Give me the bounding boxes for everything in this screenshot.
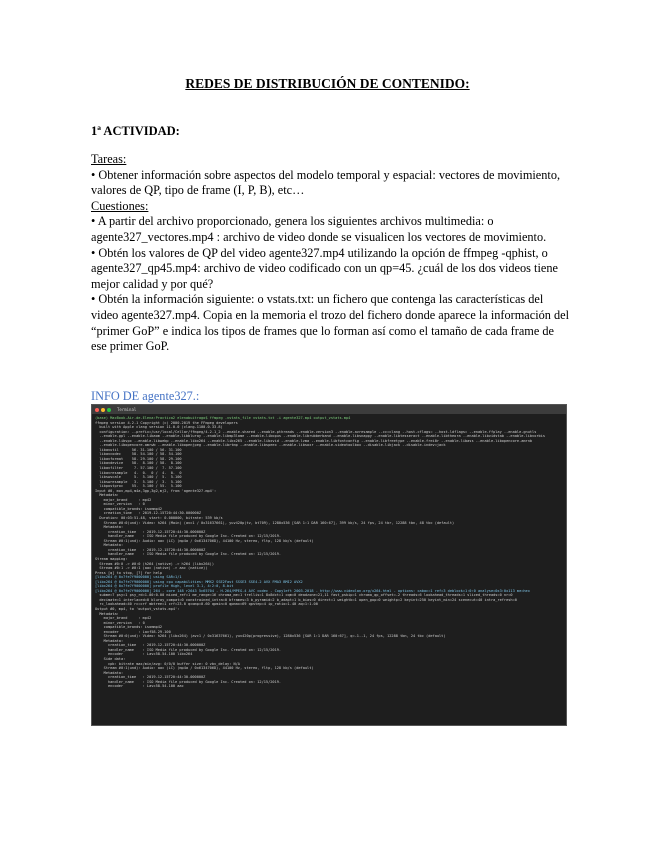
activity-heading: 1ª ACTIVIDAD:	[91, 124, 180, 138]
terminal-line: creation_time : 2019-12-15T20:44:30.000000Z	[95, 547, 206, 552]
terminal-line: [libx264 @ 0x7fe7f9000000] 264 - core 148 r2643 5c65704 - H.264/MPEG-4 AVC codec - Copyleft 2003-2018 - http://www.videolan.org/x264.html - options: cabac=1 ref=3 deblock=1:0:0 analyse=0x3:0x113 me=hex	[95, 588, 530, 593]
terminal-line: major_brand : mp42	[95, 616, 152, 621]
terminal-line: libavresample 4. 0. 0 / 4. 0. 0	[95, 470, 182, 475]
terminal-line: Stream #0:1(und): Audio: aac (LC) (mp4a / 0x6134706D), 44100 Hz, stereo, fltp, 128 kb/s (default)	[95, 666, 314, 671]
terminal-line: Input #0, mov,mp4,m4a,3gp,3g2,mj2, from 'agente327.mp4':	[95, 488, 217, 493]
terminal-line: handler_name : ISO Media file produced by Google Inc. Created on: 12/15/2019.	[95, 534, 282, 539]
terminal-line: libavformat 58. 29.100 / 58. 29.100	[95, 456, 182, 461]
terminal-line: rc_lookahead=40 rc=crf mbtree=1 crf=23.0 qcomp=0.60 qpmin=0 qpmax=69 qpstep=4 ip_ratio=1.40 aq=1:1.00	[95, 602, 318, 607]
terminal-line: Metadata:	[95, 638, 124, 643]
terminal-line: Metadata:	[95, 543, 124, 548]
terminal-line: libswresample 3. 5.100 / 3. 5.100	[95, 479, 182, 484]
maximize-icon	[107, 408, 111, 412]
terminal-line: Side data:	[95, 656, 126, 661]
terminal-line: Metadata:	[95, 611, 119, 616]
cuestion-item-1: • A partir del archivo proporcionado, genera los siguientes archivos multimedia: o agente327_vectores.mp4 : archivo de video donde se visualicen los vectores de movimiento.	[91, 214, 547, 244]
terminal-line: creation_time : 2019-12-15T20:44:30.000000Z	[95, 675, 206, 680]
terminal-line: [libx264 @ 0x7fe7f9000000] using cpu capabilities: MMX2 SSE2Fast SSSE3 SSE4.2 AVX FMA3 BMI2 AVX2	[95, 579, 303, 584]
terminal-line: handler_name : ISO Media file produced by Google Inc. Created on: 12/15/2019.	[95, 647, 282, 652]
terminal-line: libavdevice 58. 8.100 / 58. 8.100	[95, 461, 182, 466]
terminal-line: --enable-gpl --enable-libaom --enable-libbluray --enable-libmp3lame --enable-libopus --enable-librubberband --enable-libsnappy --enable-libtesseract --enable-libtheora --enable-libvidstab --enable-libvorbis	[95, 434, 546, 439]
terminal-line: --enable-libopencore-amrwb --enable-libopenjpeg --enable-librtmp --enable-libspeex --enable-libsoxr --enable-videotoolbox --disable-libjack --disable-indev=jack	[95, 443, 446, 448]
terminal-output	[92, 414, 566, 691]
terminal-line: libavutil 56. 31.100 / 56. 31.100	[95, 447, 182, 452]
terminal-line: major_brand : mp42	[95, 497, 152, 502]
cuestion-item-2: • Obtén los valores de QP del video agente327.mp4 utilizando la opción de ffmpeg -qphist, o agente327_qp45.mp4: archivo de video codificado con un qp=45. ¿cuál de los dos videos tiene mejor calidad y por qué?	[91, 245, 558, 291]
terminal-line: minor_version : 0	[95, 620, 145, 625]
terminal-line: Metadata:	[95, 493, 119, 498]
terminal-line: minor_version : 0	[95, 502, 145, 507]
terminal-line: --enable-libvpx --enable-libwebp --enable-libx264 --enable-libx265 --enable-libxvid --enable-lzma --enable-libfontconfig --enable-libfreetype --enable-frei0r --enable-libass --enable-libopencore-amrnb	[95, 438, 533, 443]
terminal-line: [libx264 @ 0x7fe7f9000000] profile High, level 3.1, 4:2:0, 8-bit	[95, 584, 234, 589]
terminal-line: Duration: 00:03:51.48, start: 0.000000, bitrate: 539 kb/s	[95, 516, 223, 521]
terminal-line: Metadata:	[95, 525, 124, 530]
terminal-line: decimate=1 interlaced=0 bluray_compat=0 constrained_intra=0 bframes=3 b_pyramid=2 b_adapt=1 b_bias=0 direct=1 weightb=1 open_gop=0 weightp=2 keyint=250 keyint_min=24 scenecut=40 intra_refresh=0	[95, 597, 517, 602]
terminal-window-title: Terminal	[117, 407, 137, 412]
tareas-item: • Obtener información sobre aspectos del modelo temporal y espacial: vectores de movimiento, valores de QP, tipo de frame (I, P, B), etc…	[91, 167, 561, 198]
terminal-line: Stream #0:1(und): Audio: aac (LC) (mp4a / 0x6134706D), 44100 Hz, stereo, fltp, 128 kb/s (default)	[95, 538, 314, 543]
terminal-line: encoder : Lavc58.54.100 libx264	[95, 652, 193, 657]
terminal-line: Stream #0:0(und): Video: h264 (libx264) (avc1 / 0x31637661), yuv420p(progressive), 1280x536 [SAR 1:1 DAR 160:67], q=-1--1, 24 fps, 12288 tbn, 24 tbc (default)	[95, 634, 446, 639]
terminal-line: encoder : Lavf58.29.100	[95, 629, 171, 634]
terminal-line: creation_time : 2019-12-15T20:44:30.000000Z	[95, 643, 206, 648]
info-caption: INFO DE agente327.:	[91, 389, 200, 403]
terminal-line: encoder : Lavc58.54.100 aac	[95, 684, 184, 689]
terminal-line: libswscale 5. 5.100 / 5. 5.100	[95, 475, 182, 480]
tareas-label: Tareas:	[91, 152, 127, 166]
terminal-line: [libx264 @ 0x7fe7f9000000] using SAR=1/1	[95, 575, 182, 580]
terminal-line: Stream mapping:	[95, 556, 128, 561]
terminal-line: Metadata:	[95, 670, 124, 675]
terminal-line: cpb: bitrate max/min/avg: 0/0/0 buffer size: 0 vbv_delay: N/A	[95, 661, 240, 666]
terminal-title-bar	[92, 405, 566, 414]
terminal-line: libavfilter 7. 57.100 / 7. 57.100	[95, 466, 182, 471]
terminal-line: creation_time : 2019-12-15T20:44:30.000000Z	[95, 529, 206, 534]
terminal-line: libpostproc 55. 5.100 / 55. 5.100	[95, 484, 182, 489]
terminal-line: Stream #0:0 -> #0:0 (h264 (native) -> h264 (libx264))	[95, 561, 214, 566]
terminal-line: Output #0, mp4, to 'output_vstats.mp4':	[95, 606, 180, 611]
terminal-line: ffmpeg version 4.2.1 Copyright (c) 2000-2019 the FFmpeg developers	[95, 420, 238, 425]
terminal-line: (base) MacBook-Air-de-Elena:Practica2 elenabuitrago$ ffmpeg -vstats_file vstats.txt -i agente327.mp4 output_vstats.mp4	[95, 416, 351, 420]
terminal-line: libavcodec 58. 54.100 / 58. 54.100	[95, 452, 182, 457]
terminal-line: compatible_brands: isommp42	[95, 506, 163, 511]
close-icon	[95, 408, 99, 412]
document-title: REDES DE DISTRIBUCIÓN DE CONTENIDO:	[185, 76, 470, 91]
terminal-line: Press [q] to stop, [?] for help	[95, 570, 163, 575]
terminal-line: handler_name : ISO Media file produced by Google Inc. Created on: 12/15/2019.	[95, 679, 282, 684]
terminal-line: built with Apple clang version 11.0.0 (clang-1100.0.33.8)	[95, 425, 223, 430]
terminal-line: Stream #0:1 -> #0:1 (aac (native) -> aac (native))	[95, 566, 208, 571]
terminal-line: handler_name : ISO Media file produced by Google Inc. Created on: 12/15/2019.	[95, 552, 282, 557]
minimize-icon	[101, 408, 105, 412]
activity-body	[91, 152, 571, 355]
terminal-line: subme=7 psy=1 psy_rd=1.00:0.00 mixed_ref=1 me_range=16 chroma_me=1 trellis=1 8x8dct=1 cqm=0 deadzone=21,11 fast_pskip=1 chroma_qp_offset=-2 threads=6 lookahead_threads=1 sliced_threads=0 nr=0	[95, 593, 513, 598]
terminal-line: creation_time : 2019-12-15T20:44:30.000000Z	[95, 511, 202, 516]
terminal-line: configuration: --prefix=/usr/local/Cellar/ffmpeg/4.2.1_2 --enable-shared --enable-pthreads --enable-version3 --enable-avresample --cc=clang --host-cflags= --host-ldflags= --enable-ffplay --enable-gnutls	[95, 429, 537, 434]
terminal-line: compatible_brands: isommp42	[95, 625, 163, 630]
terminal-line: Stream #0:0(und): Video: h264 (Main) (avc1 / 0x31637661), yuv420p(tv, bt709), 1280x536 [SAR 1:1 DAR 160:67], 399 kb/s, 24 fps, 24 tbr, 12288 tbn, 48 tbc (default)	[95, 520, 455, 525]
cuestiones-label: Cuestiones:	[91, 198, 149, 213]
cuestion-item-3: • Obtén la información siguiente: o vstats.txt: un fichero que contenga las características del video agente327.mp4. Copia en la memoria el trozo del fichero donde aparece la información del “primer GoP” e indica los tipos de frames que lo forman así como el tamaño de cada frame de ese primer GoP.	[91, 292, 570, 354]
terminal-screenshot	[91, 404, 567, 726]
